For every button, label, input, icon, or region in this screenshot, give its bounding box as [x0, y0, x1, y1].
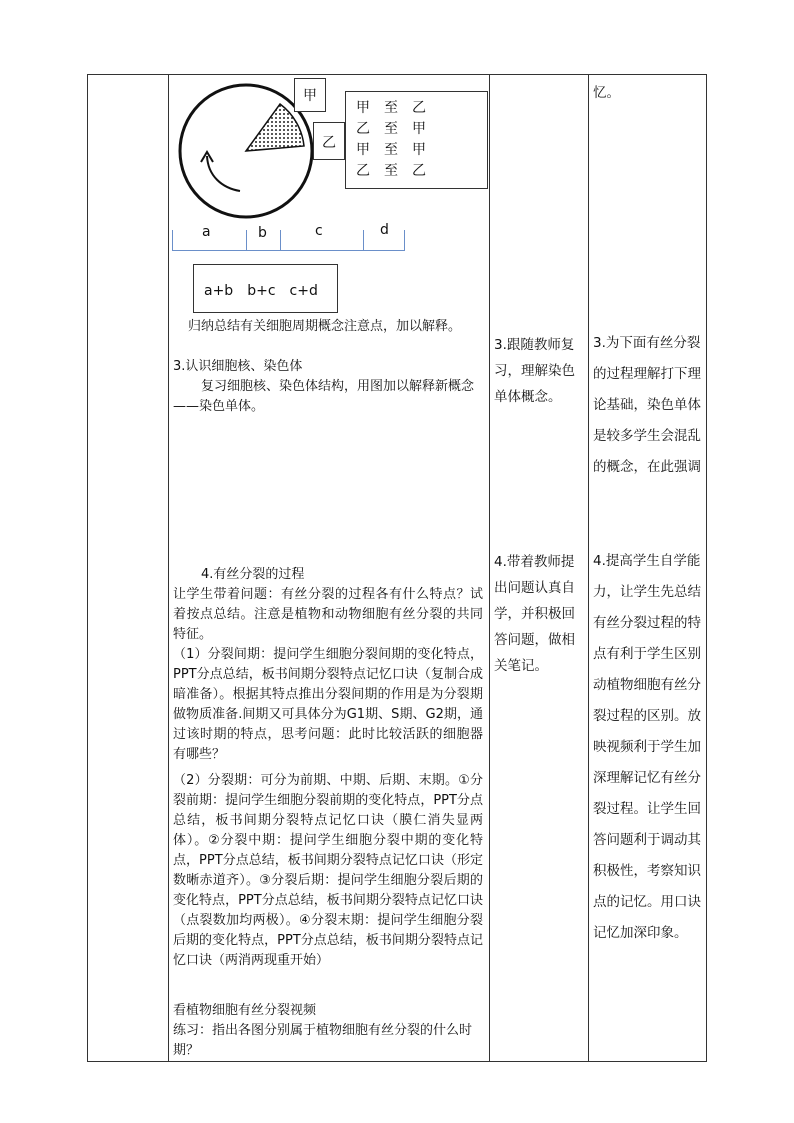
video-line: 看植物细胞有丝分裂视频: [173, 1003, 317, 1018]
sequence-list-box: [345, 91, 488, 189]
segment-label-b: b: [258, 225, 267, 241]
para-interphase: （1）分裂间期：提问学生细胞分裂间期的变化特点，PPT分点总结，板书间期分裂特点记忆口诀（复制合成暗准备）。根据其特点推出分裂间期的作用是为分裂期做物质准备.间期又可具体分为G1期、S期、G2期，通过该时期的特点，思考问题：此时比较活跃的细胞器有哪些？: [173, 647, 483, 762]
label-box-jia: 甲: [294, 78, 326, 112]
ruler-tick: [172, 230, 173, 251]
student-activity-4: 4.带着教师提出问题认真自学，并积极回答问题，做相关笔记。: [494, 554, 575, 674]
table-left-border: [87, 74, 88, 1062]
section3-title: 3.认识细胞核、染色体: [173, 359, 303, 374]
table-top-border: [87, 74, 707, 75]
design-intent-4: 4.提高学生自学能力，让学生先总结有丝分裂过程的特点有利于学生区别动植物细胞有丝分裂过程的区别。放映视频利于学生加深理解记忆有丝分裂过程。让学生回答问题利于调动其积极性，考察知识点的记忆。用口诀记忆加深印象。: [593, 553, 701, 941]
column-divider-3: [588, 74, 589, 1062]
table-bottom-border: [87, 1061, 707, 1062]
student-activity-3: 3.跟随教师复习，理解染色单体概念。: [494, 337, 575, 405]
label-box-yi: 乙: [313, 122, 345, 160]
ruler-tick: [404, 230, 405, 251]
para-questions: 让学生带着问题：有丝分裂的过程各有什么特点？试着按点总结。注意是植物和动物细胞有丝分裂的共同特征。: [173, 587, 483, 642]
ruler-tick: [363, 230, 364, 251]
column-divider-1: [168, 74, 169, 1062]
combo-box: [193, 264, 338, 313]
sequence-row: 乙 至 甲: [356, 121, 426, 137]
ruler-tick: [246, 230, 247, 251]
summary-note: 归纳总结有关细胞周期概念注意点，加以解释。: [188, 319, 462, 334]
para-mitotic-phase: （2）分裂期：可分为前期、中期、后期、末期。①分裂前期：提问学生细胞分裂前期的变化特点，PPT分点总结，板书间期分裂特点记忆口诀（膜仁消失显两体）。②分裂中期：提问学生细胞分裂中期的变化特点，PPT分点总结，板书间期分裂特点记忆口诀（形定数晰赤道齐）。③分裂后期：提问学生细胞分裂后期的变化特点，PPT分点总结，板书间期分裂特点记忆口诀（点裂数加均两极）。④分裂末期：提问学生细胞分裂后期的变化特点，PPT分点总结，板书间期分裂特点记忆口诀（两消两现重开始）: [173, 773, 483, 968]
ruler-line: [172, 250, 405, 251]
ruler-tick: [280, 230, 281, 251]
combo-label: a+b b+c c+d: [204, 283, 318, 299]
section4-title: 4.有丝分裂的过程: [201, 567, 305, 582]
segment-label-d: d: [380, 222, 389, 238]
sequence-row: 甲 至 乙: [356, 100, 426, 116]
table-right-border: [706, 74, 707, 1062]
section3-body: 复习细胞核、染色体结构，用图加以解释新概念——染色单体。: [173, 379, 475, 414]
design-intent-top: 忆。: [593, 85, 620, 101]
exercise-line: 练习：指出各图分别属于植物细胞有丝分裂的什么时期？: [173, 1023, 473, 1058]
design-intent-3: 3.为下面有丝分裂的过程理解打下理论基础，染色单体是较多学生会混乱的概念，在此强调: [593, 335, 701, 475]
segment-label-a: a: [202, 224, 211, 240]
segment-label-c: c: [315, 223, 323, 239]
sequence-row: 乙 至 乙: [356, 163, 426, 179]
sequence-row: 甲 至 甲: [356, 142, 426, 158]
